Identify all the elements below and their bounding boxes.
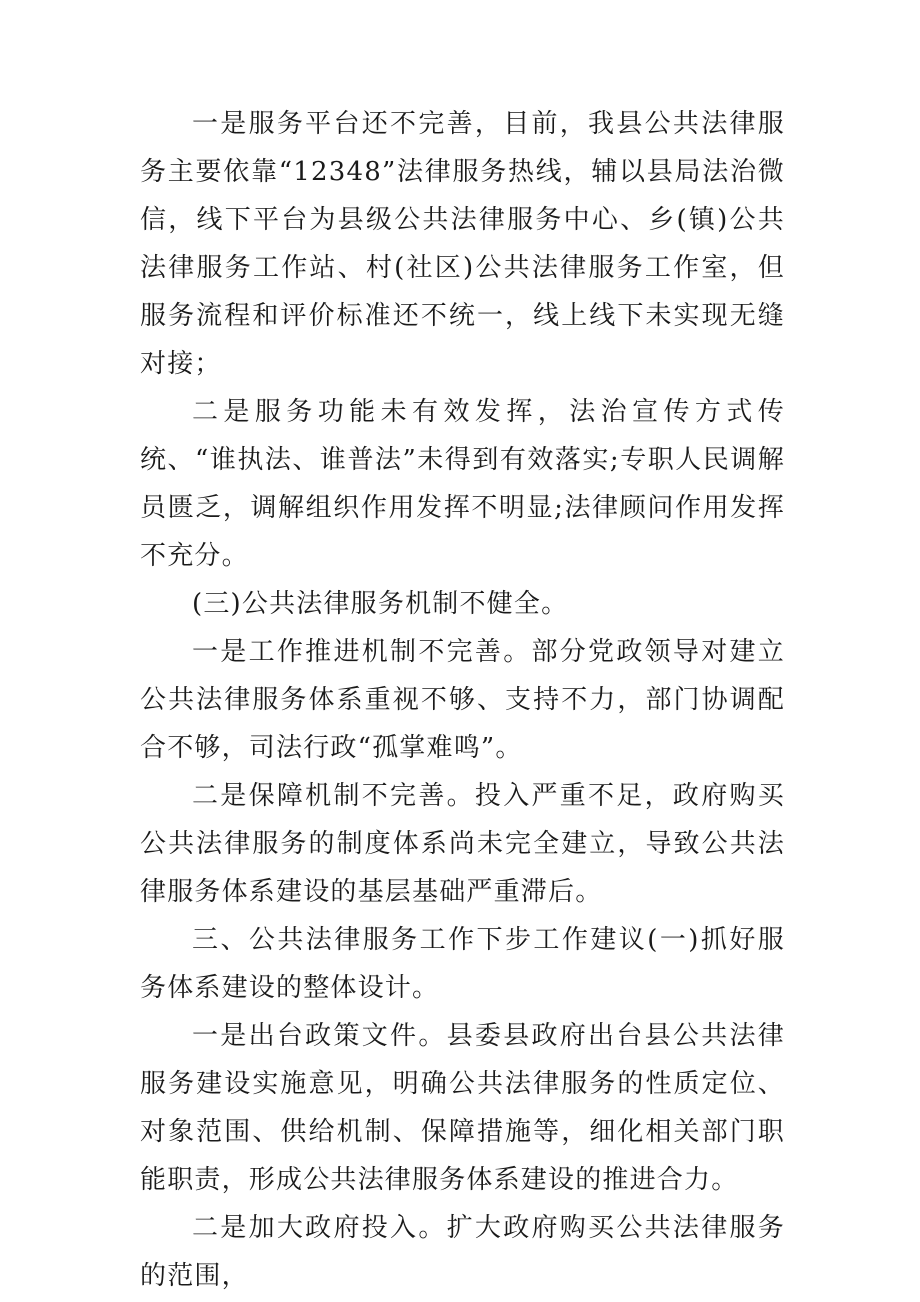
paragraph-service-function: 二是服务功能未有效发挥，法治宣传方式传统、“谁执法、谁普法”未得到有效落实;专职人民调解员匮乏，调解组织作用发挥不明显;法律顾问作用发挥不充分。 xyxy=(140,397,785,571)
paragraph-policy-documents: 一是出台政策文件。县委县政府出台县公共法律服务建设实施意见，明确公共法律服务的性质定位、对象范围、供给机制、保障措施等，细化相关部门职能职责，形成公共法律服务体系建设的推进合力。 xyxy=(140,1021,785,1195)
paragraph-suggestions-heading: 三、公共法律服务工作下步工作建议(一)抓好服务体系建设的整体设计。 xyxy=(140,925,785,1003)
paragraph-guarantee-mechanism: 二是保障机制不完善。投入严重不足，政府购买公共法律服务的制度体系尚未完全建立，导致公共法律服务体系建设的基层基础严重滞后。 xyxy=(140,781,785,907)
document-body xyxy=(140,100,785,1300)
paragraph-government-investment: 二是加大政府投入。扩大政府购买公共法律服务的范围， xyxy=(140,1213,785,1291)
paragraph-section-three-heading: (三)公共法律服务机制不健全。 xyxy=(192,589,569,619)
paragraph-service-platform: 一是服务平台还不完善，目前，我县公共法律服务主要依靠“12348”法律服务热线，辅以县局法治微信，线下平台为县级公共法律服务中心、乡(镇)公共法律服务工作站、村(社区)公共法律服务工作室，但服务流程和评价标准还不统一，线上线下未实现无缝对接； xyxy=(140,109,785,379)
paragraph-work-mechanism: 一是工作推进机制不完善。部分党政领导对建立公共法律服务体系重视不够、支持不力，部门协调配合不够，司法行政“孤掌难鸣”。 xyxy=(140,637,785,763)
